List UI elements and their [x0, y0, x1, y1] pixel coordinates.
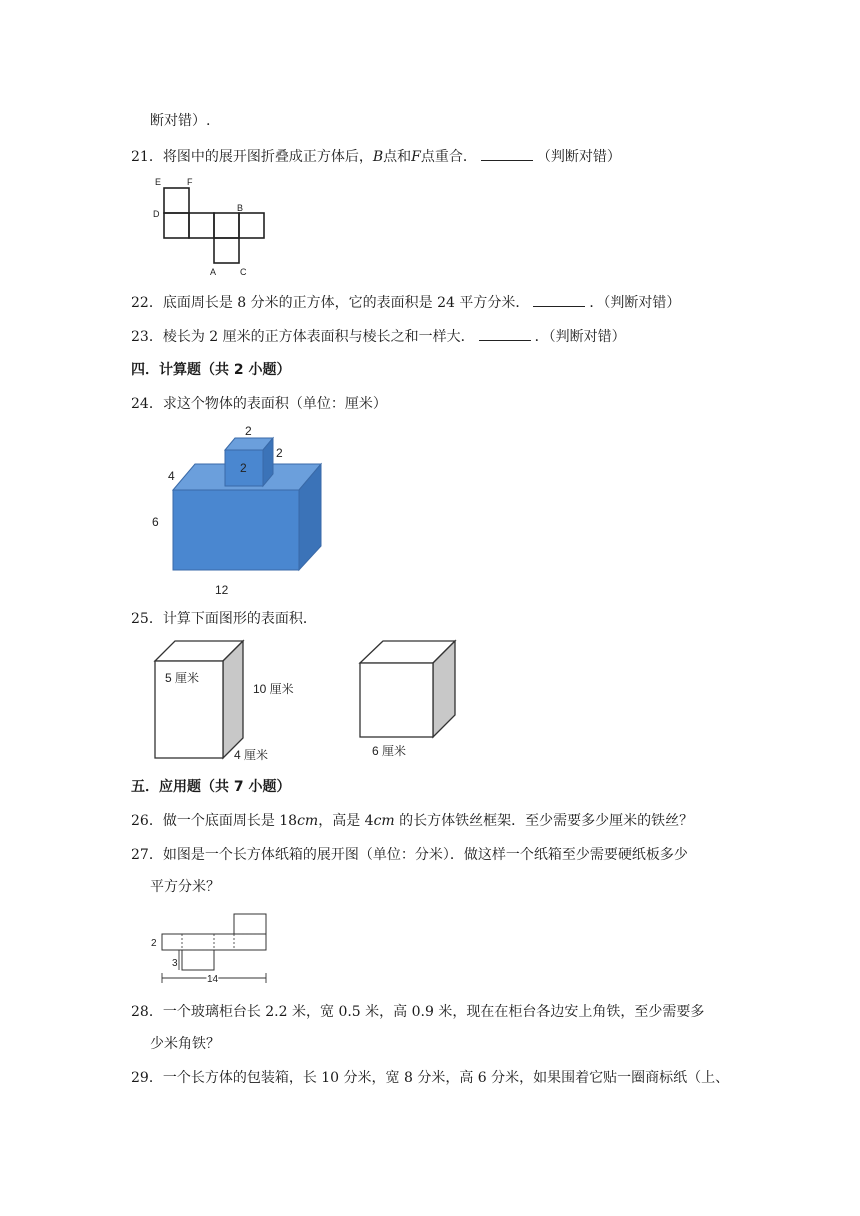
label-cuboid-10cm: 10 厘米	[253, 682, 294, 696]
question-23	[131, 326, 626, 347]
question-29	[131, 1068, 729, 1088]
label-cube-width: 2	[245, 424, 252, 438]
cube-front-face	[360, 663, 433, 737]
question-22	[131, 292, 680, 313]
q26-text-a: 做一个底面周长是 18	[162, 813, 298, 829]
section-4-title: 四．计算题（共 2 小题）	[131, 362, 291, 378]
net-top-flap	[234, 914, 266, 934]
q21-point-f: F	[411, 149, 421, 165]
net-label-b: B	[237, 203, 244, 213]
q27-text-line-2: 平方分米？	[150, 879, 220, 895]
q24-solid-figure	[145, 420, 335, 600]
net-square-3	[214, 213, 239, 238]
q20-tail	[150, 111, 210, 131]
big-box-front-face	[173, 490, 299, 570]
question-25	[131, 609, 317, 629]
question-28	[131, 1002, 704, 1022]
q27-box-net-figure	[148, 908, 278, 990]
net-label-c: C	[240, 267, 247, 277]
q22-text: 底面周长是 8 分米的正方体，它的表面积是 24 平方分米．	[162, 295, 530, 311]
label-box-height: 6	[152, 515, 159, 529]
net-square-2	[189, 213, 214, 238]
q29-number: 29．	[131, 1070, 163, 1086]
question-28-cont	[150, 1034, 220, 1054]
net-label-d: D	[153, 209, 160, 219]
q28-number: 28．	[131, 1004, 163, 1020]
q23-text: 棱长为 2 厘米的正方体表面积与棱长之和一样大．	[162, 329, 475, 345]
net-dim-3: 3	[172, 958, 178, 969]
section-4-heading	[131, 360, 291, 380]
q24-text: 求这个物体的表面积（单位：厘米）	[162, 396, 387, 412]
label-cube-depth: 2	[276, 446, 283, 460]
q25-text: 计算下面图形的表面积．	[162, 611, 317, 627]
q21-answer-blank[interactable]	[481, 146, 533, 161]
question-27	[131, 845, 688, 865]
net-square-top	[164, 188, 189, 213]
label-box-depth: 4	[168, 469, 175, 483]
q24-number: 24．	[131, 396, 163, 412]
q26-unit-2: cm	[373, 813, 395, 829]
q29-text-line-1: 一个长方体的包装箱，长 10 分米，宽 8 分米，高 6 分米，如果围着它贴一圈商标纸（上、	[162, 1070, 730, 1086]
q27-number: 27．	[131, 847, 163, 863]
q25-figures	[145, 635, 465, 765]
net-square-bottom	[214, 238, 239, 263]
label-cube-height: 2	[240, 461, 247, 475]
net-square-1	[164, 213, 189, 238]
q21-text-a: 将图中的展开图折叠成正方体后，	[162, 149, 373, 165]
q22-answer-blank[interactable]	[533, 292, 585, 307]
net-dim-2: 2	[151, 938, 157, 949]
q21-point-b: B	[372, 149, 384, 165]
q21-number: 21．	[131, 149, 163, 165]
question-27-cont	[150, 877, 220, 897]
q22-judge-hint: ．（判断对错）	[589, 295, 681, 311]
question-21	[131, 146, 621, 167]
net-label-f: F	[187, 177, 193, 187]
q21-judge-hint: （判断对错）	[536, 149, 621, 165]
q23-number: 23．	[131, 329, 163, 345]
net-square-4	[239, 213, 264, 238]
q21-cube-net-figure	[150, 172, 275, 280]
q25-number: 25．	[131, 611, 163, 627]
net-label-e: E	[155, 177, 162, 187]
q23-judge-hint: ．（判断对错）	[534, 329, 626, 345]
section-5-title: 五．应用题（共 7 小题）	[131, 779, 291, 795]
label-cuboid-5cm: 5 厘米	[165, 671, 200, 685]
q22-number: 22．	[131, 295, 163, 311]
label-box-length: 12	[215, 583, 229, 597]
q20-tail-text: 断对错）.	[150, 113, 211, 129]
label-cube-6cm: 6 厘米	[372, 744, 407, 758]
net-dim-14: 14	[207, 974, 219, 985]
net-bottom-flap	[182, 950, 214, 970]
q26-number: 26．	[131, 813, 163, 829]
q27-text-line-1: 如图是一个长方体纸箱的展开图（单位：分米）．做这样一个纸箱至少需要硬纸板多少	[162, 847, 688, 863]
net-label-a: A	[210, 267, 217, 277]
q28-text-line-1: 一个玻璃柜台长 2.2 米，宽 0.5 米，高 0.9 米，现在在柜台各边安上角铁，至少需要多	[162, 1004, 705, 1020]
q26-unit-1: cm	[297, 813, 319, 829]
label-cuboid-4cm: 4 厘米	[234, 748, 269, 762]
section-5-heading	[131, 777, 291, 797]
q23-answer-blank[interactable]	[479, 326, 531, 341]
question-24	[131, 394, 387, 414]
q21-text-b: 点和	[383, 149, 412, 165]
q28-text-line-2: 少米角铁？	[150, 1036, 220, 1052]
q26-text-b: ，高是 4	[318, 813, 374, 829]
cuboid-side-face	[223, 641, 243, 758]
q21-text-c: 点重合．	[420, 149, 477, 165]
question-26	[131, 811, 693, 831]
q26-text-c: 的长方体铁丝框架．至少需要多少厘米的铁丝？	[394, 813, 694, 829]
